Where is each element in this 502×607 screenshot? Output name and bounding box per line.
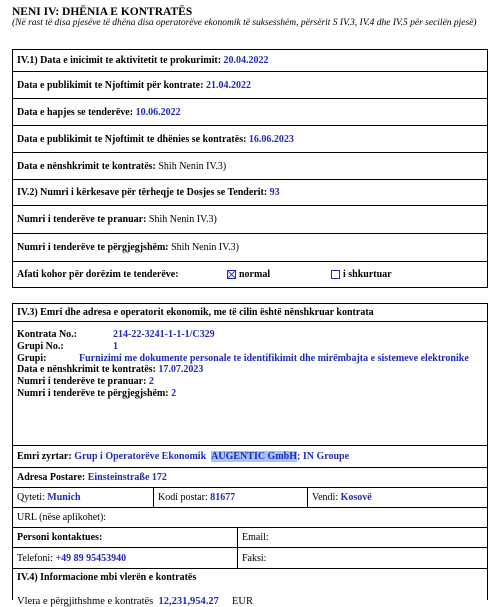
- total-value-row: Vlera e përgjithshme e kontratës 12,231,954.27 EUR: [17, 596, 254, 607]
- option-short[interactable]: i shkurtuar: [331, 269, 392, 280]
- section-title: NENI IV: DHËNIA E KONTRATËS: [12, 6, 193, 18]
- contract-no-row: Kontrata No.: 214-22-3241-1-1-1/C329: [17, 329, 215, 340]
- option-normal[interactable]: normal: [227, 269, 331, 280]
- city-row: Qyteti: Munich Kodi postar: 81677 Vendi: Kosovë: [13, 488, 487, 508]
- url-row: URL (nëse aplikohet):: [13, 508, 487, 528]
- checkbox-empty-icon[interactable]: [331, 270, 340, 279]
- address-row: Adresa Postare: Einsteinstraße 172: [13, 468, 487, 488]
- currency: EUR: [232, 596, 254, 607]
- sign-date-row: Data e nënshkrimit te kontratës: 17.07.2023: [17, 364, 204, 375]
- sign-date: 17.07.2023: [158, 364, 204, 375]
- row-initiation-date: IV.1) Data e inicimit te aktivitetit te prokurimit: 20.04.2022: [13, 50, 487, 72]
- row-deadline: Afati kohor për dorëzim te tenderëve: normal i shkurtuar: [13, 262, 487, 288]
- operator-box: [12, 303, 488, 607]
- postal-code: 81677: [210, 492, 236, 503]
- phone-row: Telefoni: +49 89 95453940 Faksi:: [13, 548, 487, 569]
- received-count: 2: [148, 376, 154, 387]
- country: Kosovë: [340, 492, 372, 503]
- opening-date: 10.06.2022: [135, 106, 181, 118]
- initiation-date: 20.04.2022: [223, 55, 269, 66]
- official-name-row: Emri zyrtar: Grup i Operatorëve Ekonomik AUGENTIC GmbH ; IN Groupe: [13, 446, 487, 468]
- received-row: Numri i tenderëve te pranuar: 2: [17, 376, 154, 387]
- responsive-row: Numri i tenderëve te përgjegjshëm: 2: [17, 388, 177, 399]
- total-value: 12,231,954.27: [158, 596, 219, 607]
- value-section-title: IV.4) Informacione mbi vlerën e kontratës: [17, 572, 197, 583]
- tenders-responsive: Shih Nenin IV.3): [171, 242, 239, 253]
- official-name-a: Grup i Operatorëve Ekonomik: [74, 451, 207, 462]
- notice-date: 21.04.2022: [205, 79, 251, 91]
- section-header: [12, 6, 492, 28]
- row-tenders-responsive: Numri i tenderëve te përgjegjshëm: Shih Nenin IV.3): [13, 234, 487, 262]
- official-name-b: AUGENTIC GmbH: [211, 451, 298, 462]
- signing-date: Shih Nenin IV.3): [158, 160, 227, 172]
- dates-box: [12, 49, 488, 288]
- section-note: (Në rast të disa pjesëve të dhëna disa operatorëve ekonomik të suksesshëm, përsërit S IV.3, IV.4 dhe IV.5 për secilën pjesë): [12, 18, 477, 28]
- tenders-received: Shih Nenin IV.3): [148, 214, 217, 225]
- withdrawal-requests: 93: [269, 187, 280, 198]
- row-award-notice-date: Data e publikimit te Njoftimit te dhënies se kontratës: 16.06.2023: [13, 126, 487, 153]
- group-no-row: Grupi No.: 1: [17, 341, 118, 352]
- responsive-count: 2: [171, 388, 177, 399]
- operator-section-title: IV.3) Emri dhe adresa e operatorit ekonomik, me të cilin është nënshkruar kontrata: [13, 304, 487, 322]
- group-value: Furnizimi me dokumente personale te identifikimit dhe mirëmbajta e sistemeve elektronike: [79, 353, 469, 364]
- row-opening-date: Data e hapjes se tenderëve: 10.06.2022: [13, 99, 487, 126]
- city: Munich: [47, 492, 81, 503]
- contact-row: Personi kontaktues: Email:: [13, 528, 487, 548]
- phone: +49 89 95453940: [55, 552, 127, 564]
- row-notice-date: Data e publikimit te Njoftimit për kontrate: 21.04.2022: [13, 72, 487, 99]
- address: Einsteinstraße 172: [87, 472, 167, 483]
- contract-no: 214-22-3241-1-1-1/C329: [113, 329, 215, 340]
- row-withdrawal-requests: IV.2) Numri i kërkesave për tërheqje te Dosjes se Tenderit: 93: [13, 180, 487, 206]
- contract-details: [13, 322, 487, 446]
- checkbox-checked-icon[interactable]: [227, 270, 236, 279]
- group-row: Grupi: Furnizimi me dokumente personale te identifikimit dhe mirëmbajta e sistemeve elektronike: [17, 353, 483, 364]
- award-notice-date: 16.06.2023: [248, 133, 294, 145]
- group-no: 1: [113, 341, 118, 352]
- official-name-c: ; IN Groupe: [297, 451, 350, 462]
- row-signing-date: Data e nënshkrimit te kontratës: Shih Nenin IV.3): [13, 153, 487, 180]
- row-tenders-received: Numri i tenderëve te pranuar: Shih Nenin IV.3): [13, 206, 487, 234]
